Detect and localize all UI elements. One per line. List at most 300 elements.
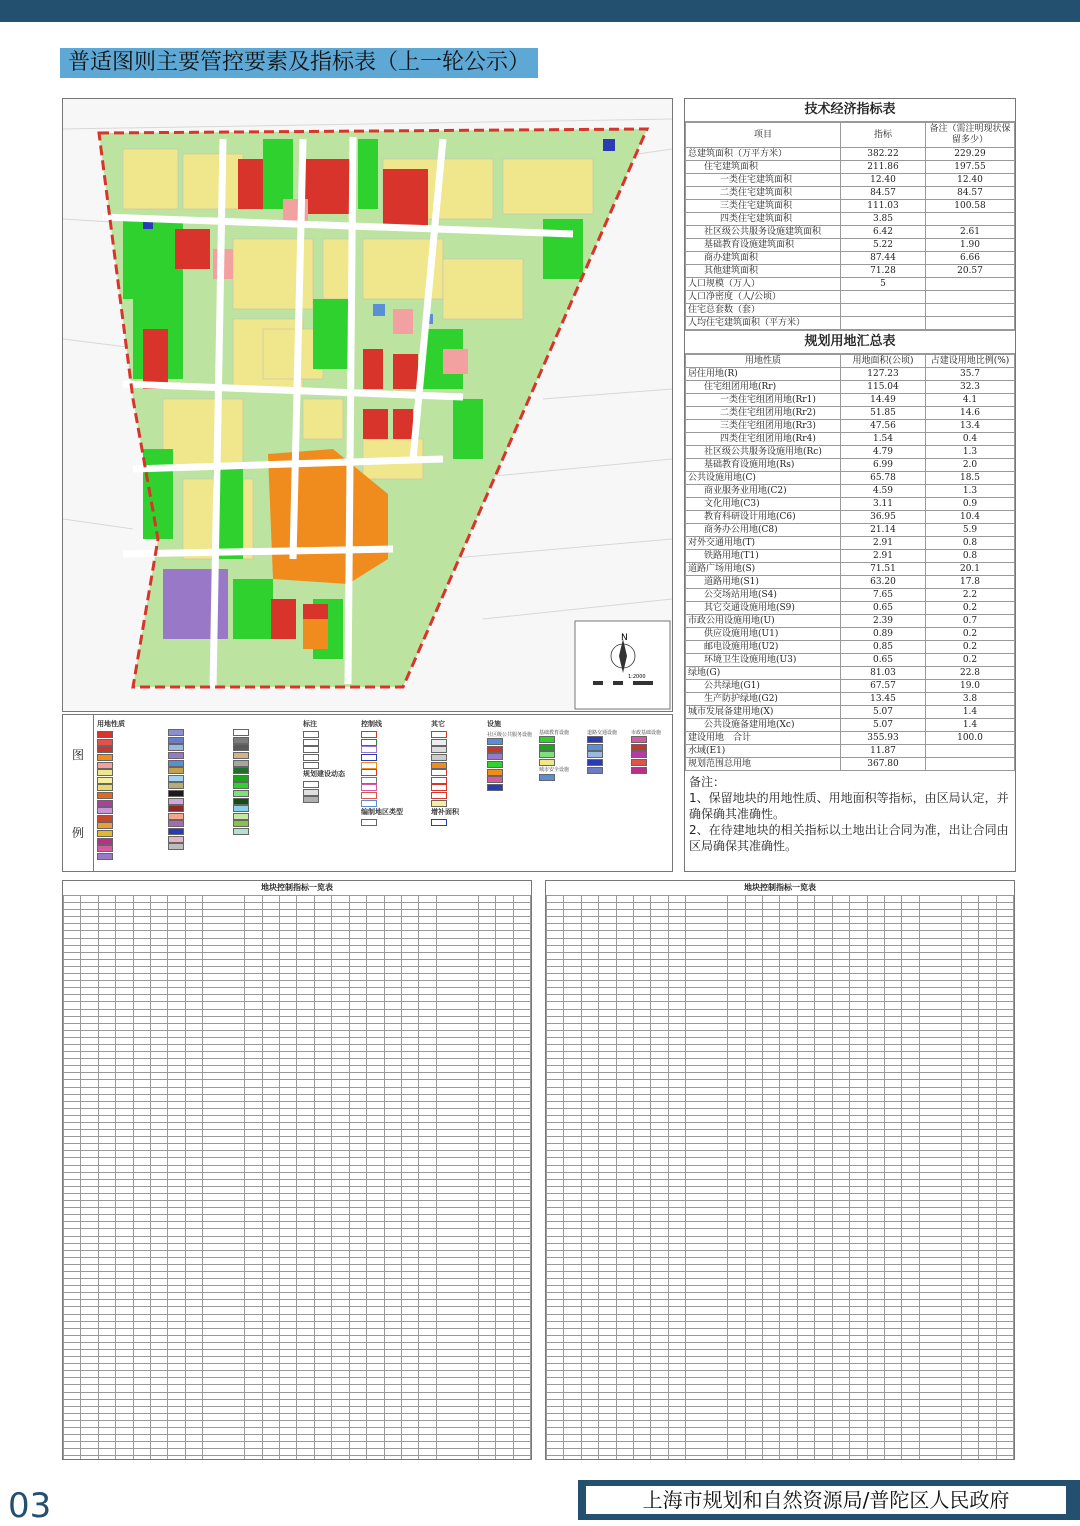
lot-grid-row bbox=[64, 1044, 531, 1051]
land-row bbox=[686, 381, 1015, 394]
land-row-ratio: 17.8 bbox=[926, 576, 1015, 589]
legend-facility-header: 设施 bbox=[487, 720, 501, 728]
tech-header-item: 项目 bbox=[686, 123, 841, 148]
land-row-name: 教育科研设计用地(C6) bbox=[686, 511, 841, 524]
tech-row-note: 12.40 bbox=[926, 174, 1015, 187]
lot-grid-row bbox=[64, 1115, 531, 1122]
lot-table-left bbox=[62, 880, 532, 1460]
tech-row-name: 社区级公共服务设施建筑面积 bbox=[686, 226, 841, 239]
land-row-ratio: 0.2 bbox=[926, 602, 1015, 615]
land-row bbox=[686, 680, 1015, 693]
lot-grid-row bbox=[64, 1413, 531, 1420]
land-row bbox=[686, 420, 1015, 433]
lot-grid-row bbox=[547, 896, 1014, 903]
land-row-area: 4.59 bbox=[841, 485, 926, 498]
tech-row-name: 住宅建筑面积 bbox=[686, 161, 841, 174]
land-row-ratio bbox=[926, 745, 1015, 758]
lot-grid-row bbox=[547, 924, 1014, 931]
land-row bbox=[686, 745, 1015, 758]
lot-grid-row bbox=[547, 1179, 1014, 1186]
lot-grid-row bbox=[64, 1037, 531, 1044]
lot-grid-row bbox=[64, 1009, 531, 1016]
lot-grid-row bbox=[547, 1428, 1014, 1435]
land-row-name: 邮电设施用地(U2) bbox=[686, 641, 841, 654]
tech-row-note bbox=[926, 291, 1015, 304]
lot-grid-row bbox=[64, 1314, 531, 1321]
note-item: 1、保留地块的用地性质、用地面积等指标，由区局认定，并确保确其准确性。 bbox=[689, 791, 1009, 821]
land-row-ratio: 2.0 bbox=[926, 459, 1015, 472]
land-row-name: 水域(E1) bbox=[686, 745, 841, 758]
land-row-name: 供应设施用地(U1) bbox=[686, 628, 841, 641]
land-row-ratio bbox=[926, 758, 1015, 771]
lot-grid-row bbox=[64, 1399, 531, 1406]
tech-row bbox=[686, 278, 1015, 291]
lot-grid-row bbox=[64, 1406, 531, 1413]
land-row-area: 1.54 bbox=[841, 433, 926, 446]
lot-grid-row bbox=[64, 1073, 531, 1080]
lot-grid-row bbox=[547, 1300, 1014, 1307]
lot-grid-row bbox=[547, 945, 1014, 952]
lot-grid-row bbox=[64, 1066, 531, 1073]
lot-grid-row bbox=[64, 1335, 531, 1342]
lot-grid-row bbox=[547, 1314, 1014, 1321]
lot-grid-row bbox=[64, 959, 531, 966]
land-row-area: 11.87 bbox=[841, 745, 926, 758]
land-row-name: 对外交通用地(T) bbox=[686, 537, 841, 550]
lot-grid-row bbox=[64, 1449, 531, 1456]
lot-grid-row bbox=[64, 910, 531, 917]
lot-grid-row bbox=[64, 1264, 531, 1271]
tech-row-value: 6.42 bbox=[841, 226, 926, 239]
land-row-area: 63.20 bbox=[841, 576, 926, 589]
lot-grid-row bbox=[547, 981, 1014, 988]
lot-grid-row bbox=[64, 1286, 531, 1293]
land-row-ratio: 0.2 bbox=[926, 628, 1015, 641]
land-row-area: 2.39 bbox=[841, 615, 926, 628]
lot-grid-row bbox=[64, 1307, 531, 1314]
land-table bbox=[685, 354, 1015, 771]
lot-grid-row bbox=[64, 1328, 531, 1335]
land-row-name: 生产防护绿地(G2) bbox=[686, 693, 841, 706]
land-row-area: 0.65 bbox=[841, 654, 926, 667]
legend-safety-header: 城市安全设施 bbox=[539, 767, 570, 774]
tech-row bbox=[686, 239, 1015, 252]
lot-grid-row bbox=[547, 938, 1014, 945]
land-row-area: 367.80 bbox=[841, 758, 926, 771]
legend-edu-header: 基础教育设施 bbox=[539, 730, 570, 736]
land-row-ratio: 0.4 bbox=[926, 433, 1015, 446]
lot-grid-row bbox=[64, 1435, 531, 1442]
lot-grid-row bbox=[547, 995, 1014, 1002]
lot-grid-row bbox=[547, 1002, 1014, 1009]
land-row-name: 商务办公用地(C8) bbox=[686, 524, 841, 537]
land-row bbox=[686, 537, 1015, 550]
land-row-area: 47.56 bbox=[841, 420, 926, 433]
land-row-ratio: 14.6 bbox=[926, 407, 1015, 420]
lot-grid-row bbox=[64, 974, 531, 981]
footer-bar bbox=[578, 1480, 1080, 1520]
lot-grid-row bbox=[547, 1193, 1014, 1200]
legend-traffic-header: 道路交通设施 bbox=[587, 730, 618, 736]
land-row-area: 355.93 bbox=[841, 732, 926, 745]
page-title: 普适图则主要管控要素及指标表（上一轮公示） bbox=[60, 48, 538, 78]
tech-row bbox=[686, 187, 1015, 200]
land-row-name: 市政公用设施用地(U) bbox=[686, 615, 841, 628]
land-row-name: 绿地(G) bbox=[686, 667, 841, 680]
land-row-name: 公交场站用地(S4) bbox=[686, 589, 841, 602]
legend-panel bbox=[62, 714, 673, 872]
lot-grid-row bbox=[547, 1030, 1014, 1037]
tech-row-note: 1.90 bbox=[926, 239, 1015, 252]
notes bbox=[685, 771, 1015, 857]
land-row-ratio: 1.3 bbox=[926, 485, 1015, 498]
tech-row bbox=[686, 252, 1015, 265]
land-row-name: 四类住宅组团用地(Rr4) bbox=[686, 433, 841, 446]
land-header-ratio: 占建设用地比例(%) bbox=[926, 355, 1015, 368]
legend-land-use bbox=[97, 719, 125, 860]
note-item: 2、在待建地块的相关指标以土地出让合同为准，出让合同由区局确保其准确性。 bbox=[689, 823, 1009, 853]
lot-grid-row bbox=[547, 1307, 1014, 1314]
land-row-area: 67.57 bbox=[841, 680, 926, 693]
land-row bbox=[686, 433, 1015, 446]
lot-grid-row bbox=[64, 1350, 531, 1357]
land-row bbox=[686, 368, 1015, 381]
lot-grid-row bbox=[547, 1016, 1014, 1023]
page-number: 03 bbox=[8, 1486, 52, 1526]
tech-row-value: 84.57 bbox=[841, 187, 926, 200]
land-row-name: 二类住宅组团用地(Rr2) bbox=[686, 407, 841, 420]
lot-grid-row bbox=[64, 1165, 531, 1172]
land-row-area: 0.65 bbox=[841, 602, 926, 615]
land-row bbox=[686, 394, 1015, 407]
lot-grid-row bbox=[547, 1094, 1014, 1101]
indicator-panel bbox=[684, 98, 1016, 872]
tech-row-note: 84.57 bbox=[926, 187, 1015, 200]
lot-grid-row bbox=[64, 1257, 531, 1264]
lot-grid-row bbox=[547, 966, 1014, 973]
land-row-area: 127.23 bbox=[841, 368, 926, 381]
lot-grid-row bbox=[547, 1158, 1014, 1165]
lot-grid-row bbox=[64, 1420, 531, 1427]
lot-grid-row bbox=[64, 896, 531, 903]
tech-row bbox=[686, 226, 1015, 239]
land-row-area: 2.91 bbox=[841, 550, 926, 563]
lot-grid-row bbox=[64, 1080, 531, 1087]
land-row bbox=[686, 667, 1015, 680]
land-row-area: 2.91 bbox=[841, 537, 926, 550]
lot-grid-row bbox=[64, 1101, 531, 1108]
land-row-name: 公共设施备建用地(Xc) bbox=[686, 719, 841, 732]
lot-grid-row bbox=[547, 1342, 1014, 1349]
tech-row-value bbox=[841, 291, 926, 304]
land-row-name: 一类住宅组团用地(Rr1) bbox=[686, 394, 841, 407]
lot-grid-row bbox=[547, 1335, 1014, 1342]
lot-grid-row bbox=[547, 1413, 1014, 1420]
lot-table-right-grid bbox=[546, 895, 1014, 1460]
lot-grid-row bbox=[547, 988, 1014, 995]
lot-grid-row bbox=[64, 1172, 531, 1179]
lot-grid-row bbox=[64, 1215, 531, 1222]
lot-grid-row bbox=[547, 1321, 1014, 1328]
land-row-ratio: 1.3 bbox=[926, 446, 1015, 459]
tech-row-value: 111.03 bbox=[841, 200, 926, 213]
land-row-ratio: 20.1 bbox=[926, 563, 1015, 576]
land-row-area: 51.85 bbox=[841, 407, 926, 420]
land-row bbox=[686, 459, 1015, 472]
land-row-ratio: 3.8 bbox=[926, 693, 1015, 706]
land-row bbox=[686, 446, 1015, 459]
tech-row-value: 12.40 bbox=[841, 174, 926, 187]
lot-table-left-grid bbox=[63, 895, 531, 1460]
land-row-ratio: 13.4 bbox=[926, 420, 1015, 433]
lot-grid-row bbox=[547, 1009, 1014, 1016]
lot-grid-row bbox=[64, 1016, 531, 1023]
lot-grid-row bbox=[547, 1165, 1014, 1172]
lot-grid-row bbox=[547, 1073, 1014, 1080]
lot-grid-row bbox=[64, 1030, 531, 1037]
lot-grid-row bbox=[547, 959, 1014, 966]
tech-row-note: 6.66 bbox=[926, 252, 1015, 265]
lot-grid-row bbox=[547, 910, 1014, 917]
lot-grid-row bbox=[547, 1406, 1014, 1413]
land-row bbox=[686, 472, 1015, 485]
tech-row-name: 商办建筑面积 bbox=[686, 252, 841, 265]
land-row-ratio: 35.7 bbox=[926, 368, 1015, 381]
lot-grid-row bbox=[64, 952, 531, 959]
top-header-bar bbox=[0, 0, 1080, 22]
lot-grid-row bbox=[64, 945, 531, 952]
land-row bbox=[686, 641, 1015, 654]
lot-grid-row bbox=[547, 1229, 1014, 1236]
land-row-area: 65.78 bbox=[841, 472, 926, 485]
tech-row-name: 三类住宅建筑面积 bbox=[686, 200, 841, 213]
land-row-ratio: 4.1 bbox=[926, 394, 1015, 407]
legend-label-top: 图 bbox=[71, 747, 84, 762]
land-use-map bbox=[62, 98, 673, 712]
land-row-name: 三类住宅组团用地(Rr3) bbox=[686, 420, 841, 433]
lot-grid-row bbox=[547, 903, 1014, 910]
lot-grid-row bbox=[64, 981, 531, 988]
land-row-name: 建设用地 合计 bbox=[686, 732, 841, 745]
tech-row-note bbox=[926, 317, 1015, 330]
land-row bbox=[686, 706, 1015, 719]
tech-row-note bbox=[926, 278, 1015, 291]
footer-text: 上海市规划和自然资源局/普陀区人民政府 bbox=[586, 1486, 1066, 1514]
lot-grid-row bbox=[547, 1271, 1014, 1278]
lot-grid-row bbox=[547, 1243, 1014, 1250]
land-row bbox=[686, 758, 1015, 771]
land-row-area: 0.85 bbox=[841, 641, 926, 654]
legend-compile-header: 编制地区类型 bbox=[361, 807, 403, 816]
lot-grid-row bbox=[64, 966, 531, 973]
legend-planning-header: 规划建设动态 bbox=[303, 769, 345, 778]
land-row bbox=[686, 407, 1015, 420]
land-row-area: 71.51 bbox=[841, 563, 926, 576]
lot-grid-row bbox=[547, 1101, 1014, 1108]
land-row-name: 公共绿地(G1) bbox=[686, 680, 841, 693]
tech-row-name: 二类住宅建筑面积 bbox=[686, 187, 841, 200]
land-row-area: 81.03 bbox=[841, 667, 926, 680]
lot-grid-row bbox=[547, 952, 1014, 959]
land-row-ratio: 0.9 bbox=[926, 498, 1015, 511]
lot-grid-row bbox=[64, 1357, 531, 1364]
lot-grid-row bbox=[64, 1364, 531, 1371]
tech-row-note: 100.58 bbox=[926, 200, 1015, 213]
tech-row-value: 71.28 bbox=[841, 265, 926, 278]
tech-row bbox=[686, 265, 1015, 278]
lot-grid-row bbox=[547, 1130, 1014, 1137]
lot-grid-row bbox=[547, 917, 1014, 924]
lot-grid-row bbox=[547, 1328, 1014, 1335]
tech-row bbox=[686, 148, 1015, 161]
land-row-name: 道路用地(S1) bbox=[686, 576, 841, 589]
lot-grid-row bbox=[64, 1271, 531, 1278]
tech-row bbox=[686, 317, 1015, 330]
lot-grid-row bbox=[64, 924, 531, 931]
lot-grid-row bbox=[64, 1456, 531, 1460]
lot-grid-row bbox=[547, 1108, 1014, 1115]
land-row bbox=[686, 628, 1015, 641]
lot-grid-row bbox=[64, 1243, 531, 1250]
land-row-ratio: 100.0 bbox=[926, 732, 1015, 745]
tech-row-note bbox=[926, 213, 1015, 226]
land-row-area: 0.89 bbox=[841, 628, 926, 641]
lot-grid-row bbox=[64, 938, 531, 945]
lot-grid-row bbox=[64, 1385, 531, 1392]
map-canvas bbox=[63, 99, 672, 711]
lot-grid-row bbox=[64, 1208, 531, 1215]
lot-grid-row bbox=[64, 1378, 531, 1385]
land-row bbox=[686, 732, 1015, 745]
tech-table-title: 技术经济指标表 bbox=[685, 99, 1015, 122]
lot-table-left-title: 地块控制指标一览表 bbox=[261, 883, 333, 892]
land-row-name: 社区级公共服务设施用地(Rc) bbox=[686, 446, 841, 459]
lot-grid-row bbox=[64, 1158, 531, 1165]
lot-grid-row bbox=[64, 1229, 531, 1236]
lot-grid-row bbox=[547, 1186, 1014, 1193]
lot-grid-row bbox=[64, 1186, 531, 1193]
lot-grid-row bbox=[547, 1123, 1014, 1130]
lot-grid-row bbox=[64, 1144, 531, 1151]
scale-label: 1:2000 bbox=[628, 674, 646, 680]
lot-grid-row bbox=[64, 917, 531, 924]
lot-grid-row bbox=[547, 1357, 1014, 1364]
land-row bbox=[686, 602, 1015, 615]
tech-row-note bbox=[926, 304, 1015, 317]
land-row-ratio: 10.4 bbox=[926, 511, 1015, 524]
legend-control-header: 控制线 bbox=[361, 720, 382, 728]
lot-grid-row bbox=[64, 1059, 531, 1066]
legend-boundary-header: 增补面积 bbox=[431, 807, 459, 816]
tech-header-note: 备注（需注明现状保留多少） bbox=[926, 123, 1015, 148]
lot-grid-row bbox=[547, 1435, 1014, 1442]
land-row-area: 115.04 bbox=[841, 381, 926, 394]
land-row-ratio: 5.9 bbox=[926, 524, 1015, 537]
lot-grid-row bbox=[64, 1442, 531, 1449]
tech-row-name: 其他建筑面积 bbox=[686, 265, 841, 278]
lot-grid-row bbox=[547, 1037, 1014, 1044]
lot-grid-row bbox=[547, 1293, 1014, 1300]
land-row-area: 14.49 bbox=[841, 394, 926, 407]
land-row-ratio: 0.8 bbox=[926, 537, 1015, 550]
land-row-ratio: 0.2 bbox=[926, 641, 1015, 654]
land-row-name: 基础教育设施用地(Rs) bbox=[686, 459, 841, 472]
lot-grid-row bbox=[547, 1449, 1014, 1456]
land-row-area: 21.14 bbox=[841, 524, 926, 537]
tech-row-note: 197.55 bbox=[926, 161, 1015, 174]
lot-grid-row bbox=[64, 1321, 531, 1328]
lot-grid-row bbox=[547, 1364, 1014, 1371]
tech-row-name: 人口净密度（人/公顷） bbox=[686, 291, 841, 304]
lot-grid-row bbox=[547, 1264, 1014, 1271]
land-row-ratio: 0.8 bbox=[926, 550, 1015, 563]
land-row-name: 道路广场用地(S) bbox=[686, 563, 841, 576]
land-row-name: 铁路用地(T1) bbox=[686, 550, 841, 563]
lot-grid-row bbox=[547, 931, 1014, 938]
tech-row-name: 四类住宅建筑面积 bbox=[686, 213, 841, 226]
tech-row-note: 2.61 bbox=[926, 226, 1015, 239]
land-row bbox=[686, 550, 1015, 563]
land-table-title: 规划用地汇总表 bbox=[685, 330, 1015, 354]
lot-grid-row bbox=[547, 1371, 1014, 1378]
land-row bbox=[686, 693, 1015, 706]
lot-grid-row bbox=[547, 1385, 1014, 1392]
tech-row-value bbox=[841, 317, 926, 330]
lot-grid-row bbox=[547, 1456, 1014, 1460]
tech-row-name: 住宅总套数（套） bbox=[686, 304, 841, 317]
land-row-ratio: 1.4 bbox=[926, 719, 1015, 732]
tech-table bbox=[685, 122, 1015, 330]
tech-row-note: 20.57 bbox=[926, 265, 1015, 278]
notes-title: 备注： bbox=[689, 775, 726, 789]
lot-grid-row bbox=[547, 1087, 1014, 1094]
lot-grid-row bbox=[64, 1052, 531, 1059]
lot-grid-row bbox=[547, 1378, 1014, 1385]
lot-grid-row bbox=[547, 1286, 1014, 1293]
north-label: N bbox=[621, 633, 628, 643]
lot-grid-row bbox=[547, 1257, 1014, 1264]
lot-grid-row bbox=[547, 1392, 1014, 1399]
tech-row-name: 人口规模（万人） bbox=[686, 278, 841, 291]
lot-grid-row bbox=[64, 1151, 531, 1158]
land-row-ratio: 0.7 bbox=[926, 615, 1015, 628]
tech-row bbox=[686, 291, 1015, 304]
lot-grid-row bbox=[547, 1350, 1014, 1357]
land-row-ratio: 22.8 bbox=[926, 667, 1015, 680]
legend-municipal-header: 市政基础设施 bbox=[631, 730, 662, 736]
land-header-area: 用地面积(公顷) bbox=[841, 355, 926, 368]
land-row-name: 规划范围总用地 bbox=[686, 758, 841, 771]
lot-grid-row bbox=[547, 1279, 1014, 1286]
lot-grid-row bbox=[64, 903, 531, 910]
lot-grid-row bbox=[64, 1179, 531, 1186]
tech-row-name: 总建筑面积（万平方米） bbox=[686, 148, 841, 161]
land-row bbox=[686, 511, 1015, 524]
tech-row bbox=[686, 304, 1015, 317]
lot-grid-row bbox=[547, 1420, 1014, 1427]
land-row-ratio: 0.2 bbox=[926, 654, 1015, 667]
land-row-name: 文化用地(C3) bbox=[686, 498, 841, 511]
tech-row-value bbox=[841, 304, 926, 317]
land-row-name: 公共设施用地(C) bbox=[686, 472, 841, 485]
land-row-area: 5.07 bbox=[841, 706, 926, 719]
lot-grid-row bbox=[64, 1222, 531, 1229]
land-row bbox=[686, 498, 1015, 511]
land-row-ratio: 19.0 bbox=[926, 680, 1015, 693]
tech-row-value: 5 bbox=[841, 278, 926, 291]
tech-row-name: 人均住宅建筑面积（平方米） bbox=[686, 317, 841, 330]
land-row-name: 居住用地(R) bbox=[686, 368, 841, 381]
